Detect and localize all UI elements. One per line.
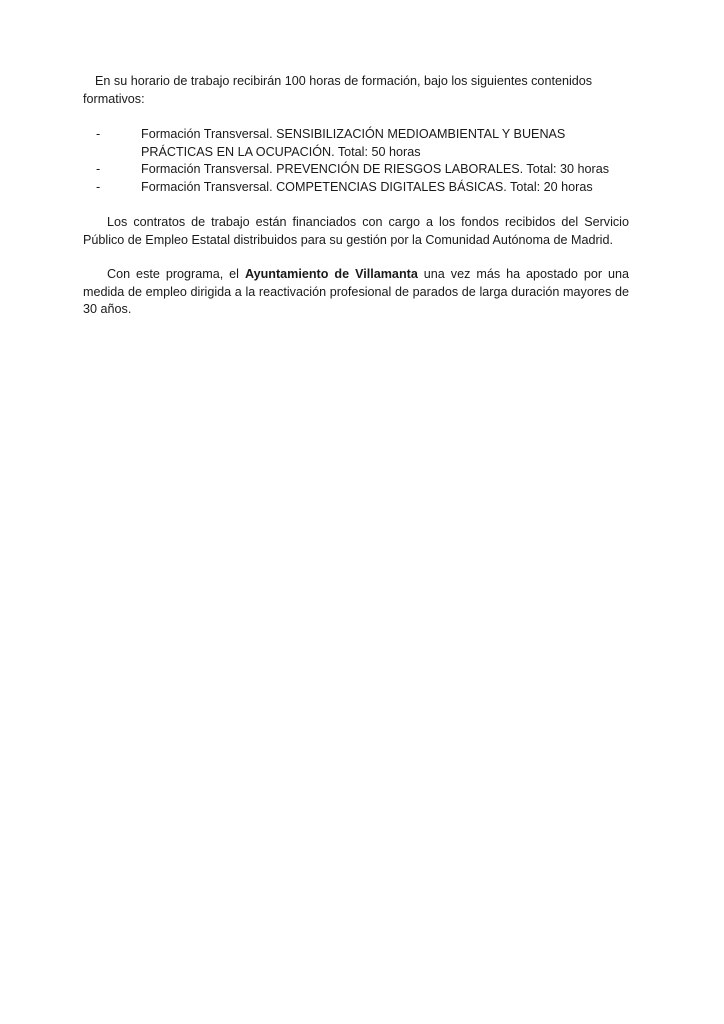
financing-paragraph: Los contratos de trabajo están financiados con cargo a los fondos recibidos del Servicio Público de Empleo Estatal distribuidos para su gestión por la Comunidad Autónoma de Madrid. bbox=[83, 215, 629, 247]
dash-bullet: - bbox=[96, 162, 101, 176]
course-text: Formación Transversal. SENSIBILIZACIÓN MEDIOAMBIENTAL Y BUENAS PRÁCTICAS EN LA OCUPACIÓN. Total: 50 horas bbox=[141, 127, 566, 159]
course-text: Formación Transversal. COMPETENCIAS DIGITALES BÁSICAS. Total: 20 horas bbox=[141, 179, 593, 194]
intro-paragraph: En su horario de trabajo recibirán 100 horas de formación, bajo los siguientes contenidos formativos: bbox=[83, 74, 593, 106]
dash-bullet: - bbox=[96, 179, 101, 194]
closing-prefix: Con este programa, el bbox=[107, 267, 245, 281]
closing-paragraph bbox=[83, 266, 629, 319]
document-body bbox=[83, 73, 629, 319]
closing-suffix: una vez más ha apostado por una medida de empleo dirigida a la reactivación profesional de parados de larga duración mayores de 30 años. bbox=[83, 267, 630, 316]
dash-bullet: - bbox=[96, 127, 101, 141]
list-item bbox=[83, 179, 629, 197]
paragraph-spacer bbox=[83, 249, 629, 266]
training-course-list bbox=[83, 126, 629, 196]
list-item bbox=[83, 126, 629, 161]
list-item bbox=[83, 161, 629, 179]
municipality-name: Ayuntamiento de Villamanta bbox=[244, 267, 418, 281]
course-text: Formación Transversal. PREVENCIÓN DE RIESGOS LABORALES. Total: 30 horas bbox=[141, 162, 610, 176]
